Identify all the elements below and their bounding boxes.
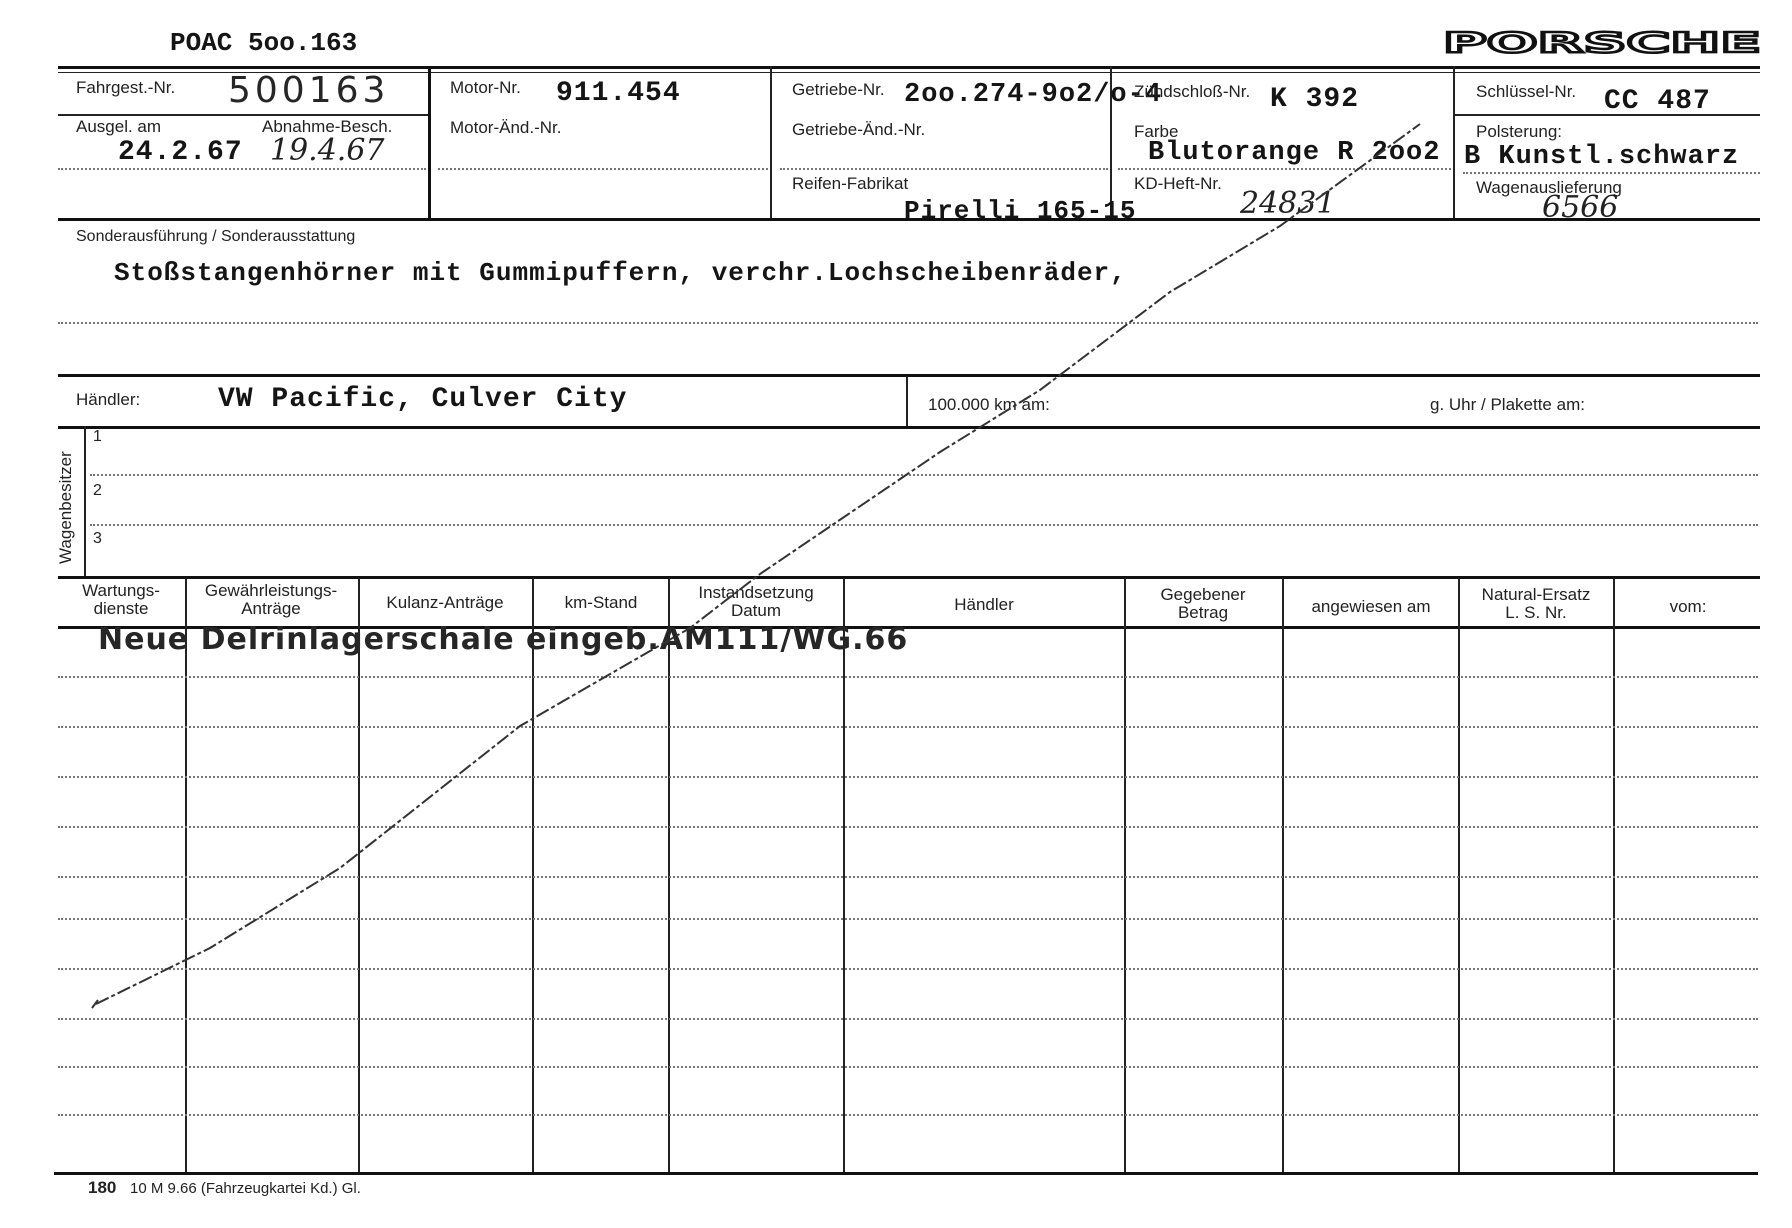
acceptance-label: Abnahme-Besch. [262, 117, 393, 136]
acceptance-value: 19.4.67 [270, 133, 385, 168]
svg-text:PORSCHE: PORSCHE [1443, 30, 1761, 56]
special-equipment-value: Stoßstangenhörner mit Gummipuffern, verchr.Lochscheibenräder, [114, 258, 1127, 288]
owner-row-3: 3 [93, 530, 102, 547]
key-value: CC 487 [1604, 86, 1711, 117]
key-label: Schlüssel-Nr. [1476, 82, 1577, 101]
owner-row-1: 1 [93, 428, 102, 445]
tyre-label: Reifen-Fabrikat [792, 174, 909, 193]
delivery-value: 6566 [1542, 190, 1619, 225]
kd-value: 24831 [1240, 186, 1336, 221]
gearbox-value: 2oo.274-9o2/o-4 [904, 80, 1163, 110]
ignition-label: Zündschloß-Nr. [1134, 82, 1251, 101]
delivered-value: 24.2.67 [118, 137, 243, 168]
delivered-label: Ausgel. am [76, 117, 162, 136]
upholstery-label: Polsterung: [1476, 122, 1562, 141]
dealer-label: Händler: [76, 390, 141, 409]
special-equipment-label: Sonderausführung / Sonderausstattung [76, 228, 356, 245]
col-header-amount: Gegebener Betrag [1160, 585, 1246, 622]
km-label: 100.000 km am: [928, 395, 1050, 414]
imprint-number: 180 [88, 1178, 117, 1197]
col-header-km: km-Stand [564, 593, 638, 612]
engine-value: 911.454 [556, 78, 681, 109]
color-value: Blutorange R 2oo2 [1148, 138, 1441, 168]
col-header-warranty: Gewährleistungs- Anträge [204, 581, 338, 618]
upholstery-value: B Kunstl.schwarz [1464, 142, 1740, 172]
chassis-value: 500163 [228, 70, 390, 111]
col-header-dealer: Händler [954, 595, 1014, 614]
col-header-repair-date: Instandsetzung Datum [698, 583, 814, 620]
col-header-goodwill: Kulanz-Anträge [386, 593, 504, 612]
card-reference: POAC 5oo.163 [170, 28, 358, 58]
ignition-value: K 392 [1270, 84, 1360, 115]
gearbox-label: Getriebe-Nr. [792, 80, 885, 99]
imprint-text: 10 M 9.66 (Fahrzeugkartei Kd.) Gl. [130, 1180, 361, 1197]
delivery-label: Wagenauslieferung [1476, 178, 1622, 197]
owners-label: Wagenbesitzer [56, 451, 75, 564]
col-header-service: Wartungs- dienste [82, 581, 160, 618]
chassis-label: Fahrgest.-Nr. [76, 78, 176, 97]
col-header-replacement: Natural-Ersatz L. S. Nr. [1481, 585, 1591, 622]
service-entry: Neue Delrinlagerschale eingeb.AM111/WG.66 [98, 622, 909, 657]
kd-label: KD-Heft-Nr. [1134, 174, 1222, 193]
dealer-value: VW Pacific, Culver City [218, 384, 628, 415]
col-header-from: vom: [1669, 597, 1707, 616]
engine-change-label: Motor-Änd.-Nr. [450, 118, 562, 137]
color-label: Farbe [1134, 122, 1179, 141]
tyre-value: Pirelli 165-15 [904, 196, 1137, 226]
col-header-assigned: angewiesen am [1311, 597, 1431, 616]
owner-row-2: 2 [93, 482, 102, 499]
clock-label: g. Uhr / Plakette am: [1430, 395, 1585, 414]
engine-label: Motor-Nr. [450, 78, 521, 97]
gearbox-change-label: Getriebe-Änd.-Nr. [792, 120, 926, 139]
